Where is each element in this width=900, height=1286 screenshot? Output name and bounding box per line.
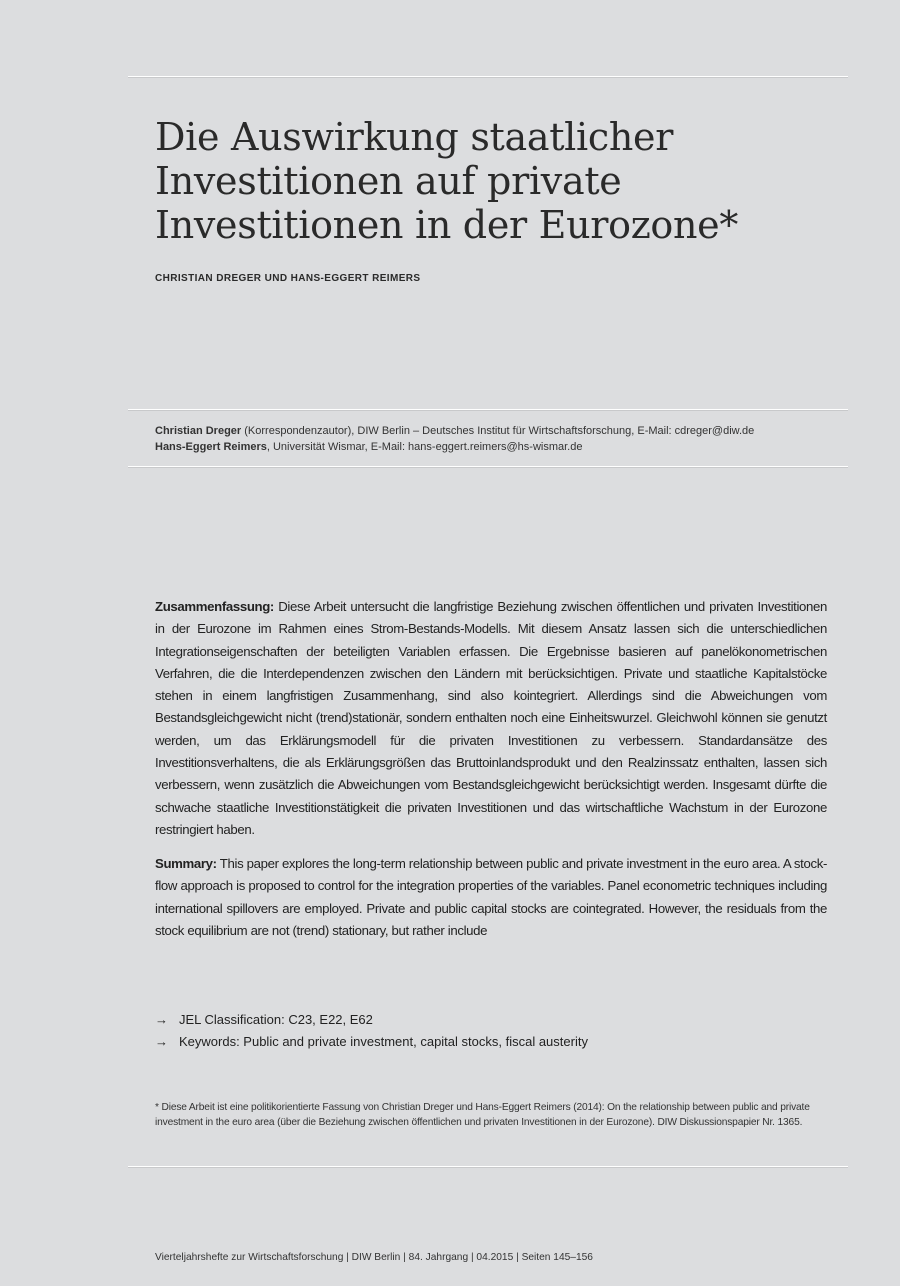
abstract-text: Diese Arbeit untersucht die langfristige Beziehung zwischen öffentlichen und privaten Investitionen in der Eurozone im Rahmen eines Strom-Bestands-Modells. Mit diesem Ansatz lassen sich die unterschiedlichen Integrationseigenschaften der beteiligten Variablen erfassen. Die Ergebnisse basieren auf panelökonometrischen Verfahren, die die Interdependenzen zwischen den Ländern mit berücksichtigen. Private und staatliche Kapitalstöcke stehen in einem langfristigen Zusammenhang, sind also kointegriert. Allerdings sind die Abweichungen vom Bestandsgleichgewicht nicht (trend)stationär, sondern enthalten noch eine Einheitswurzel. Gleichwohl können sie genutzt werden, um das Erklärungsmodell für die privaten Investitionen zu verbessern. Standardansätze des Investitionsverhaltens, die als Erklärungsgrößen das Bruttoinlandsprodukt und den Realzinssatz enthalten, lassen sich verbessern, wenn zusätzlich die Abweichungen vom Bestandsgleichgewicht berücksichtigt werden. Insgesamt dürfte die schwache staatliche Investitionstätigkeit die privaten Investitionen und das wirtschaftliche Wachstum in der Eurozone restringiert haben. xyxy=(155,599,827,837)
title-line: Investitionen auf private xyxy=(155,159,622,203)
classification-block xyxy=(155,1009,588,1053)
affiliation-name: Christian Dreger xyxy=(155,425,242,437)
summary-label: Summary: xyxy=(155,856,217,871)
keywords: Keywords: Public and private investment, capital stocks, fiscal austerity xyxy=(179,1034,588,1049)
footnote-bottom-rule xyxy=(128,1166,848,1167)
top-rule xyxy=(128,76,848,77)
jel-row xyxy=(155,1009,588,1031)
article-title xyxy=(155,115,835,247)
jel-classification: JEL Classification: C23, E22, E62 xyxy=(179,1012,373,1027)
abstract-paragraph xyxy=(155,596,827,841)
footnote: * Diese Arbeit ist eine politikorientierte Fassung von Christian Dreger und Hans-Eggert Reimers (2014): On the relationship between public and private investment in the euro area (über die Beziehung zwischen öffentlichen und privaten Investitionen in der Eurozone). DIW Diskussionspapier Nr. 1365. xyxy=(155,1102,810,1128)
author-line: CHRISTIAN DREGER UND HANS-EGGERT REIMERS xyxy=(155,273,421,284)
affiliations xyxy=(155,423,855,455)
keywords-row xyxy=(155,1031,588,1053)
arrow-right-icon: → xyxy=(155,1034,168,1049)
abstract-english xyxy=(155,853,827,949)
affiliation-detail: , Universität Wismar, E-Mail: hans-eggert.reimers@hs-wismar.de xyxy=(266,441,583,453)
arrow-right-icon: → xyxy=(155,1012,168,1027)
affiliation-bottom-rule xyxy=(128,466,848,467)
affiliation-top-rule xyxy=(128,409,848,410)
affiliation-entry xyxy=(155,439,855,455)
abstract-german xyxy=(155,596,827,841)
affiliation-entry xyxy=(155,423,855,439)
title-line: Investitionen in der Eurozone* xyxy=(155,203,739,247)
title-line: Die Auswirkung staatlicher xyxy=(155,115,674,159)
journal-footer: Vierteljahrshefte zur Wirtschaftsforschung | DIW Berlin | 84. Jahrgang | 04.2015 | Seiten 145–156 xyxy=(155,1252,593,1263)
affiliation-detail: (Korrespondenzautor), DIW Berlin – Deutsches Institut für Wirtschaftsforschung, E-Mail: cdreger@diw.de xyxy=(241,425,755,437)
abstract-label: Zusammenfassung: xyxy=(155,599,274,614)
affiliation-name: Hans-Eggert Reimers xyxy=(155,441,267,453)
summary-text: This paper explores the long-term relationship between public and private investment in the euro area. A stock-flow approach is proposed to control for the integration properties of the variables. Panel econometric techniques including international spillovers are employed. Private and public capital stocks are cointegrated. However, the residuals from the stock equilibrium are not (trend) stationary, but rather include xyxy=(155,856,827,938)
